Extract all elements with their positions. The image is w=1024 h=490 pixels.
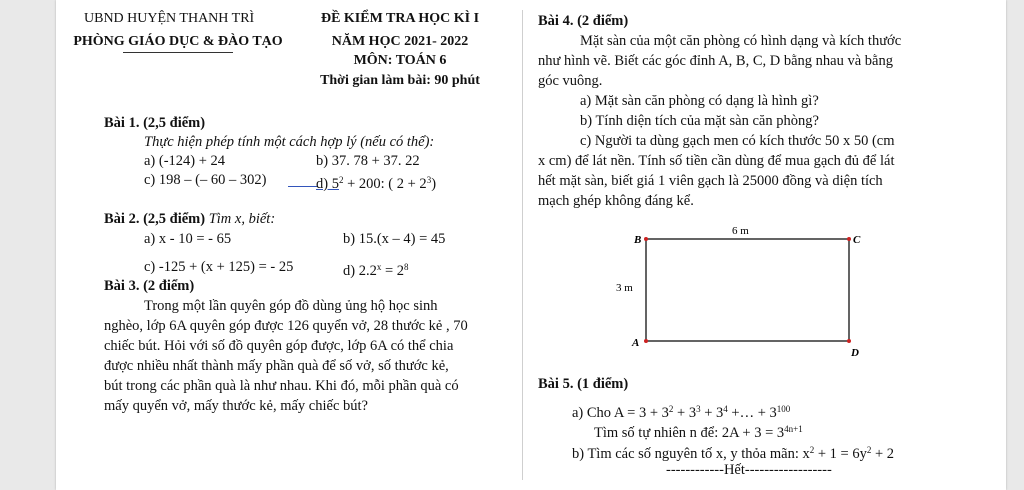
height-label: 3 m <box>616 282 633 294</box>
bai1-c-underline <box>288 186 318 187</box>
end-marker: ------------Hết------------------ <box>666 462 832 478</box>
vertex-a-dot <box>644 339 648 343</box>
header-underline <box>123 52 233 53</box>
bai2-b: b) 15.(x – 4) = 45 <box>343 231 446 247</box>
bai1-a: a) (-124) + 24 <box>144 153 226 169</box>
bai4-b: b) Tính diện tích của mặt sàn căn phòng? <box>580 113 819 129</box>
bai4-c3: hết mặt sàn, biết giá 1 viên gạch là 25000 đồng và diện tích <box>538 173 883 189</box>
vertex-d-dot <box>847 339 851 343</box>
bai5-a-find-n: Tìm số tự nhiên n để: $2A + 3 = 3^{4n+1}$ <box>594 424 803 441</box>
bai3-line2: nghèo, lớp 6A quyên góp được 126 quyển vở, 28 thước kẻ , 70 <box>104 318 468 334</box>
bai4-line3: góc vuông. <box>538 73 603 89</box>
bai5-a: a) Cho $A = 3 + 3^2 + 3^3 + 3^4$ +… + $3^{100}$ <box>572 404 791 421</box>
bai3-line3: chiếc bút. Hỏi với số đồ quyên góp được, lớp 6A có thể chia <box>104 338 454 354</box>
vertex-d-label: D <box>851 347 859 359</box>
vertex-b-dot <box>644 237 648 241</box>
room-floor-figure <box>616 220 866 365</box>
bai1-d: d) $5^2 + 200$: ( $2 + 2^3$) <box>316 175 437 192</box>
bai3-line4: được nhiều nhất thành mấy phần quà để số vở, số thước kẻ, <box>104 358 449 374</box>
width-label: 6 m <box>732 225 749 237</box>
bai4-line2: như hình vẽ. Biết các góc đỉnh A, B, C, D bằng nhau và bằng <box>538 53 893 69</box>
bai4-line1: Mặt sàn của một căn phòng có hình dạng và kích thước <box>580 33 902 49</box>
bai2-a: a) x - 10 = - 65 <box>144 231 232 247</box>
bai3-title: Bài 3. (2 điểm) <box>104 278 195 294</box>
bai1-c: c) 198 – (– 60 – 302) <box>144 172 267 188</box>
header-district: UBND HUYỆN THANH TRÌ <box>84 11 255 26</box>
bai2-c: c) -125 + (x + 125) = - 25 <box>144 259 294 275</box>
bai1-instruction: Thực hiện phép tính một cách hợp lý (nếu có thể): <box>144 134 435 150</box>
column-divider <box>522 10 523 480</box>
vertex-a-label: A <box>632 337 640 349</box>
bai4-c4: mạch ghép không đáng kể. <box>538 193 694 209</box>
vertex-c-label: C <box>853 234 861 246</box>
bai1-title: Bài 1. (2,5 điểm) <box>104 115 206 131</box>
bai1-b: b) 37. 78 + 37. 22 <box>316 153 420 169</box>
header-school-year: NĂM HỌC 2021- 2022 <box>331 34 469 49</box>
header-department: PHÒNG GIÁO DỤC & ĐÀO TẠO <box>73 34 283 49</box>
bai4-title: Bài 4. (2 điểm) <box>538 13 629 29</box>
bai4-a: a) Mặt sàn căn phòng có dạng là hình gì? <box>580 93 819 109</box>
vertex-b-label: B <box>634 234 642 246</box>
vertex-c-dot <box>847 237 851 241</box>
bai3-line6: mấy quyển vở, mấy thước kẻ, mấy chiếc bút? <box>104 398 368 414</box>
floor-rectangle <box>646 239 849 341</box>
bai5-title: Bài 5. (1 điểm) <box>538 376 629 392</box>
bai2-d: d) $2.2^x = 2^8$ <box>343 262 409 279</box>
header-time: Thời gian làm bài: 90 phút <box>320 73 480 88</box>
exam-page <box>56 0 1006 490</box>
bai3-line1: Trong một lần quyên góp đồ dùng ủng hộ học sinh <box>144 298 438 314</box>
bai4-c2: x cm) để lát nền. Tính số tiền cần dùng để mua gạch đủ để lát <box>538 153 895 169</box>
bai4-c1: c) Người ta dùng gạch men có kích thước 50 x 50 (cm <box>580 133 895 149</box>
bai2-heading: Bài 2. (2,5 điểm) Tìm x, biết: <box>104 211 276 227</box>
bai5-b: b) Tìm các số nguyên tố x, y thỏa mãn: $x^2 + 1 = 6y^2 + 2$ <box>572 445 895 462</box>
bai3-line5: bút trong các phần quà là như nhau. Khi đó, mỗi phần quà có <box>104 378 459 394</box>
header-subject: MÔN: TOÁN 6 <box>353 53 447 68</box>
header-exam-title: ĐỀ KIỂM TRA HỌC KÌ I <box>320 11 480 26</box>
